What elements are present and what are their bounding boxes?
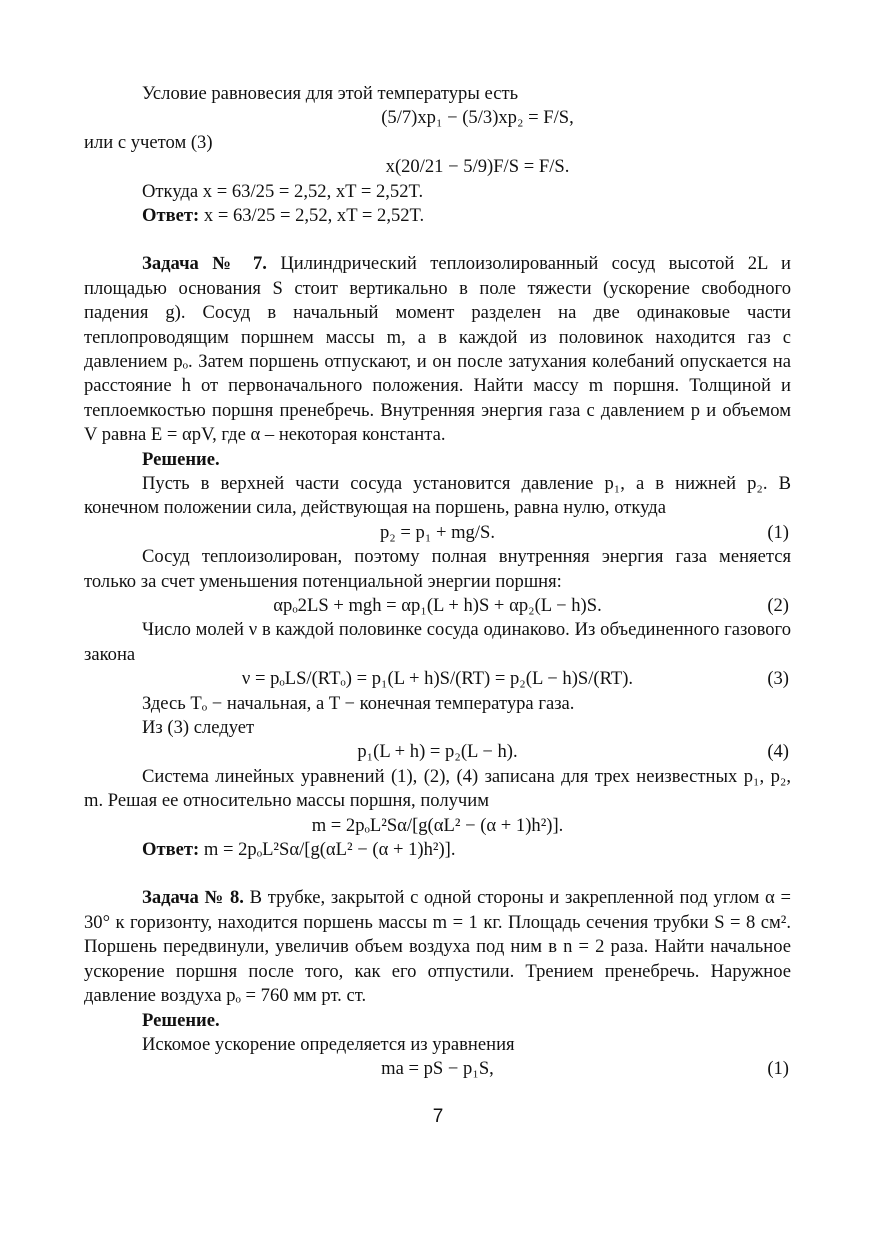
answer-label: Ответ:	[142, 839, 200, 861]
spacer	[84, 228, 791, 252]
answer-line	[84, 838, 791, 862]
problem-statement	[84, 252, 791, 447]
paragraph: Откуда x = 63/25 = 2,52, xT = 2,52T.	[142, 180, 424, 202]
paragraph: Из (3) следует	[142, 717, 255, 739]
paragraph: или с учетом (3)	[84, 131, 213, 153]
page-content	[84, 82, 791, 1082]
spacer	[84, 862, 791, 886]
paragraph: Пусть в верхней части сосуда установится давление p₁, а в нижней p₂. В конечном положении сила, действующая на поршень, равна нулю, откуда	[84, 473, 791, 519]
equation-number: (1)	[767, 1058, 789, 1080]
page-number: 7	[432, 1106, 444, 1127]
paragraph: Система линейных уравнений (1), (2), (4) записана для трех неизвестных p₁, p₂, m. Решая ее относительно массы поршня, получим	[84, 765, 791, 812]
paragraph: Искомое ускорение определяется из уравнения	[142, 1033, 515, 1055]
equation: ν = pₒLS/(RTₒ) = p₁(L + h)S/(RT) = p₂(L − h)S/(RT). (3)	[84, 667, 791, 691]
paragraph: Условие равновесия для этой температуры есть	[142, 83, 519, 104]
equation: αpₒ2LS + mgh = αp₁(L + h)S + αp₂(L − h)S. (2)	[84, 594, 791, 618]
equation: p₂ = p₁ + mg/S. (1)	[84, 521, 791, 545]
paragraph: Число молей ν в каждой половинке сосуда одинаково. Из объединенного газового закона	[84, 619, 791, 665]
equation-number: (2)	[767, 595, 789, 617]
answer-text: x = 63/25 = 2,52, xT = 2,52T.	[199, 205, 425, 226]
solution-heading: Решение.	[142, 448, 220, 470]
problem-title: Задача № 7.	[142, 253, 267, 275]
solution-heading: Решение.	[142, 1009, 220, 1031]
equation-number: (1)	[767, 521, 789, 543]
problem-text: В трубке, закрытой с одной стороны и закрепленной под углом α = 30° к горизонту, находится поршень массы m = 1 кг. Площадь сечения трубки S = 8 см². Поршень передвинули, увеличив объем воздуха под ним в n = 2 раза. Найти начальное ускорение поршня после того, как его отпустили. Трением пренебречь. Наружное давление воздуха pₒ = 760 мм рт. ст.	[84, 887, 791, 1007]
equation-number: (4)	[767, 741, 789, 763]
equation: p₁(L + h) = p₂(L − h). (4)	[84, 740, 791, 764]
equation: ma = pS − p₁S, (1)	[84, 1057, 791, 1081]
equation-number: (3)	[767, 668, 789, 690]
problem-title: Задача № 8.	[142, 887, 244, 909]
problem-statement	[84, 886, 791, 1008]
answer-line	[84, 204, 791, 228]
paragraph: Сосуд теплоизолирован, поэтому полная внутренняя энергия газа меняется только за счет уменьшения потенциальной энергии поршня:	[84, 546, 791, 592]
problem-text: Цилиндрический теплоизолированный сосуд высотой 2L и площадью основания S стоит вертикально в поле тяжести (ускорение свободного падения g). Сосуд в начальный момент разделен на две одинаковые части теплопроводящим поршнем массы m, а в каждой из половинок находится газ с давлением pₒ. Затем поршень отпускают, и он после затухания колебаний опускается на расстояние h от первоначального положения. Найти массу m поршня. Толщиной и теплоемкостью поршня пренебречь. Внутренняя энергия газа с давлением p и объемом V равна E = αpV, где α – некоторая константа.	[84, 253, 791, 446]
equation: m = 2pₒL²Sα/[g(αL² − (α + 1)h²)].	[311, 814, 564, 836]
answer-text: m = 2pₒL²Sα/[g(αL² − (α + 1)h²)].	[203, 839, 456, 861]
answer-label: Ответ:	[142, 205, 200, 226]
equation: (5/7)xp₁ − (5/3)xp₂ = F/S,	[381, 107, 574, 129]
equation: x(20/21 − 5/9)F/S = F/S.	[385, 156, 570, 178]
paragraph: Здесь Tₒ − начальная, а T − конечная температура газа.	[142, 692, 575, 714]
